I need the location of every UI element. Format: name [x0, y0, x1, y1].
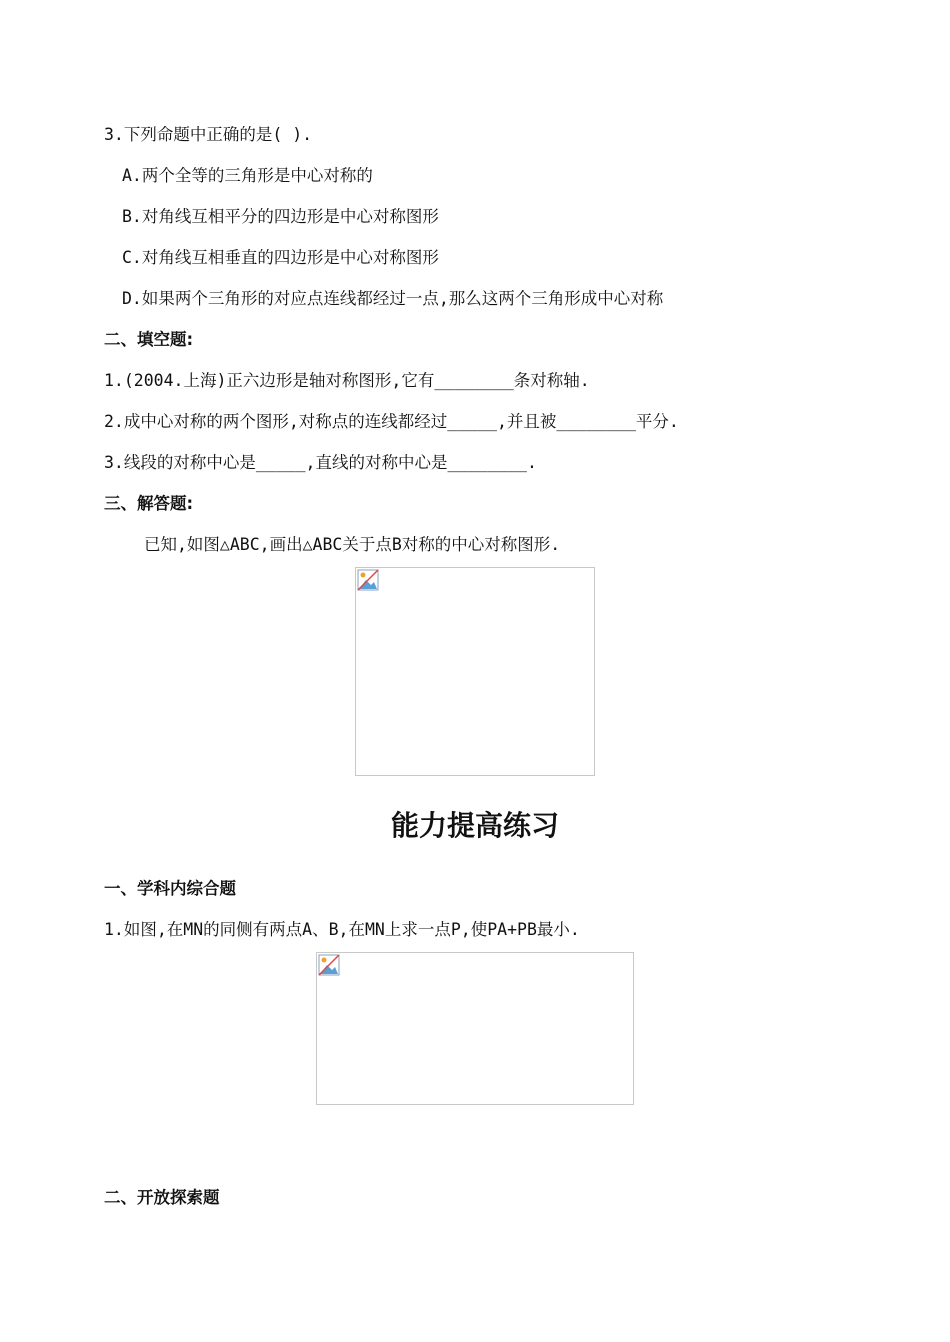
answer-heading: 三、解答题:: [104, 494, 194, 513]
q3-option-a: A.两个全等的三角形是中心对称的: [122, 166, 373, 185]
fill-item-2: 2.成中心对称的两个图形,对称点的连线都经过_____,并且被________平分.: [104, 412, 679, 431]
broken-image-icon: [318, 954, 340, 976]
ability-title: 能力提高练习: [390, 809, 559, 842]
mn-figure: [316, 952, 634, 1105]
q3-option-b: B.对角线互相平分的四边形是中心对称图形: [122, 207, 439, 226]
q3-stem: 3.下列命题中正确的是( ).: [104, 125, 313, 144]
fill-item-1: 1.(2004.上海)正六边形是轴对称图形,它有________条对称轴.: [104, 371, 590, 390]
triangle-figure: [355, 567, 595, 776]
ability-item-1: 1.如图,在MN的同侧有两点A、B,在MN上求一点P,使PA+PB最小.: [104, 920, 580, 939]
ability-section1-heading: 一、学科内综合题: [104, 879, 236, 898]
broken-image-icon: [357, 569, 379, 591]
answer-text: 已知,如图△ABC,画出△ABC关于点B对称的中心对称图形.: [144, 535, 561, 554]
ability-section2-heading: 二、开放探索题: [104, 1188, 220, 1207]
q3-option-c: C.对角线互相垂直的四边形是中心对称图形: [122, 248, 439, 267]
q3-option-d: D.如果两个三角形的对应点连线都经过一点,那么这两个三角形成中心对称: [122, 289, 664, 308]
fill-item-3: 3.线段的对称中心是_____,直线的对称中心是________.: [104, 453, 537, 472]
fill-heading: 二、填空题:: [104, 330, 194, 349]
